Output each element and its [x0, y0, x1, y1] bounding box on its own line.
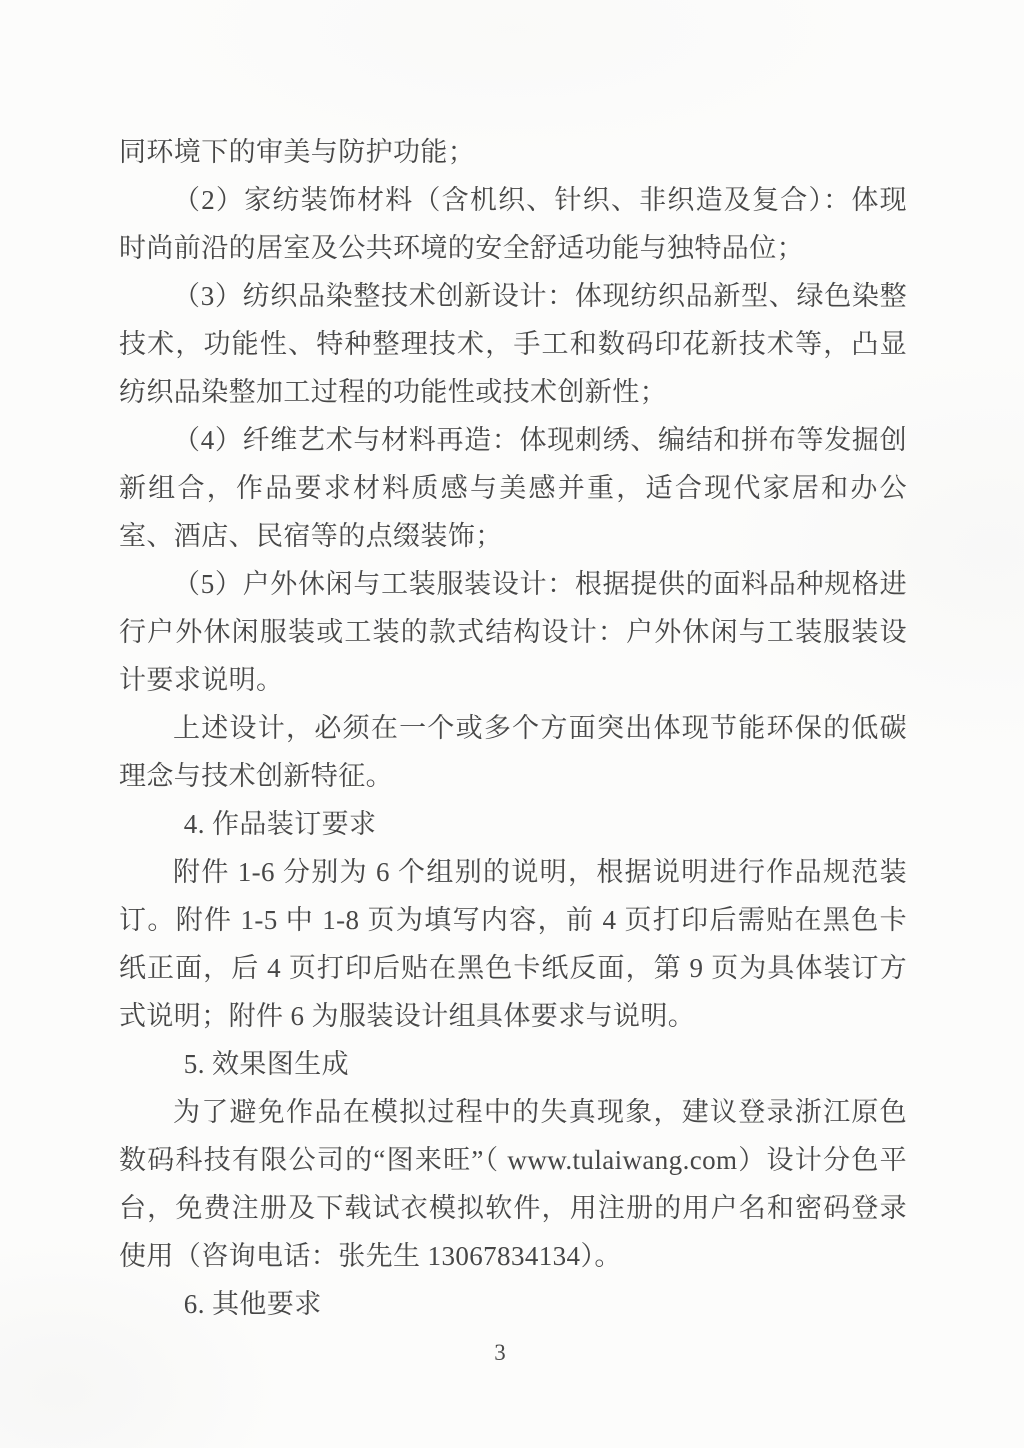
list-item-3-dyeing-finishing: （3）纺织品染整技术创新设计：体现纺织品新型、绿色染整技术，功能性、特种整理技术，手工和数码印花新技术等，凸显纺织品染整加工过程的功能性或技术创新性； [119, 281, 907, 407]
paragraph-low-carbon-summary: 上述设计，必须在一个或多个方面突出体现节能环保的低碳理念与技术创新特征。 [119, 713, 907, 791]
paragraph-continuation: 同环境下的审美与防护功能； [119, 137, 476, 167]
paragraph-rendering-instructions: 为了避免作品在模拟过程中的失真现象，建议登录浙江原色数码科技有限公司的“图来旺”（ www.tulaiwang.com）设计分色平台，免费注册及下载试衣模拟软件，用注册的用户名和密码登录使用（咨询电话：张先生 13067834134）。 [119, 1097, 907, 1271]
list-item-4-fiber-art: （4）纤维艺术与材料再造：体现刺绣、编结和拼布等发掘创新组合，作品要求材料质感与美感并重，适合现代家居和办公室、酒店、民宿等的点缀装饰； [119, 425, 907, 551]
section-heading-6-other-requirements: 6. 其他要求 [183, 1289, 322, 1319]
paragraph-binding-instructions: 附件 1-6 分别为 6 个组别的说明，根据说明进行作品规范装订。附件 1-5 中 1-8 页为填写内容，前 4 页打印后需贴在黑色卡纸正面，后 4 页打印后贴在黑色卡纸反面，第 9 页为具体装订方式说明；附件 6 为服装设计组具体要求与说明。 [119, 857, 907, 1031]
document-body [119, 128, 907, 1328]
list-item-5-outdoor-workwear: （5）户外休闲与工装服装设计：根据提供的面料品种规格进行户外休闲服装或工装的款式结构设计：户外休闲与工装服装设计要求说明。 [119, 569, 907, 695]
section-heading-5-rendering: 5. 效果图生成 [183, 1049, 349, 1079]
section-heading-4-binding-requirements: 4. 作品装订要求 [183, 809, 377, 839]
page-number: 3 [494, 1340, 506, 1365]
list-item-2-home-textile: （2）家纺装饰材料（含机织、针织、非织造及复合）：体现时尚前沿的居室及公共环境的安全舒适功能与独特品位； [119, 185, 907, 263]
